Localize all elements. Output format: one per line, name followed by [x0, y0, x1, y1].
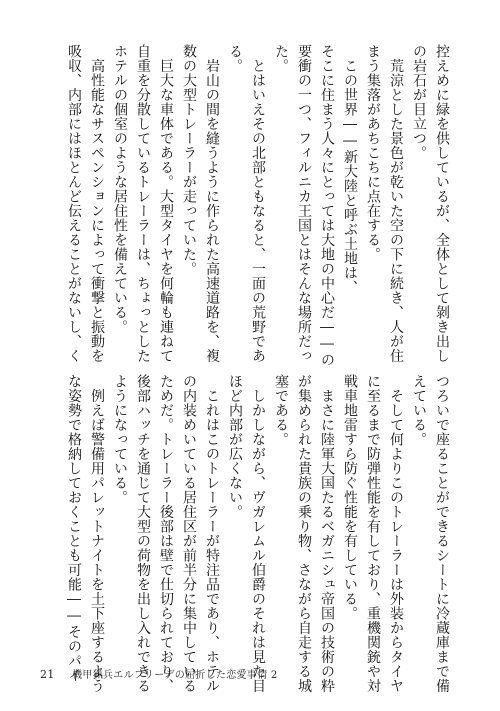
top-text-line: まう集落があちこちに点在する。 — [365, 44, 381, 262]
top-text-line: そこに住まう人々にとっては大地の中心だ――の — [319, 44, 335, 367]
bottom-text-line: つろいで座ることができるシートに冷蔵庫まで備 — [434, 374, 450, 693]
top-text-line: 巨大な車体である。大型タイヤを何輪も連ねて — [158, 44, 174, 363]
top-text-line: の岩石が目立つ。 — [411, 44, 427, 160]
bottom-text-line: 塞である。 — [273, 374, 289, 447]
top-text-line: 荒涼とした景色が乾いた空の下に続き、人が住 — [388, 44, 404, 363]
bottom-text-line: 戦車地雷すら防ぐ性能を有している。 — [342, 374, 358, 621]
bottom-text-line: 例えば警備用パレットナイトを土下座するよう — [89, 374, 105, 693]
top-text-line: 高性能なサスペンションによって衝撃と振動を — [89, 44, 105, 363]
top-text-line: ホテルの個室のような居住性を備えている。 — [112, 44, 128, 334]
top-text-line: この世界――新大陸と呼ぶ土地は、 — [342, 44, 358, 295]
page-footer — [40, 666, 278, 681]
bottom-text-line: の内装めいている居住区が前半分に集中している — [181, 374, 197, 693]
bottom-text-line: これはこのトレーラーが特注品であり、ホテル — [204, 374, 220, 693]
bottom-text-line: えている。 — [411, 374, 427, 447]
page-number: 21 — [40, 668, 55, 681]
top-text-line: 数の大型トレーラーが走っていた。 — [181, 44, 197, 276]
top-text-line: る。 — [227, 44, 243, 73]
bottom-text-line: に至るまで防弾性能を有しており、重機関銃や対 — [365, 374, 381, 693]
top-text-line: 吸収、内部にはほとんど伝えることがないし、く — [66, 44, 82, 363]
bottom-text-line: ほど内部が広くない。 — [227, 374, 243, 519]
top-text-line: た。 — [273, 44, 289, 73]
top-text-line: 控えめに緑を供しているが、全体として剝き出し — [434, 44, 450, 363]
top-text-line: 要衝の一つ、フィルニカ王国とはそんな場所だっ — [296, 44, 312, 363]
top-text-line: とはいえその北部ともなると、一面の荒野であ — [250, 44, 266, 363]
bottom-text-line: そして何よりこのトレーラーは外装からタイヤ — [388, 374, 404, 693]
bottom-text-line: しかしながら、ヴガレムル伯爵のそれは見た目 — [250, 374, 266, 693]
top-text-line: 岩山の間を縫うように作られた高速道路を、複 — [204, 44, 220, 363]
bottom-text-line: ようになっている。 — [112, 374, 128, 505]
bottom-text-line: な姿勢で格納しておくことも可能――そのパイ — [66, 374, 82, 683]
text-block-top — [43, 44, 453, 367]
top-text-line: 自重を分散しているトレーラーは、ちょっとした — [135, 44, 151, 363]
bottom-text-line: が集められた貴族の乗り物、さながら自走する城 — [296, 374, 312, 693]
bottom-text-line: 後部ハッチを通じて大型の荷物を出し入れできる — [135, 374, 151, 693]
bottom-text-line: まさに陸軍大国たるベガニシュ帝国の技術の粋 — [319, 374, 335, 693]
running-title: 機甲猟兵エルフリーデの屈折した恋愛事情 2 — [72, 670, 278, 681]
bottom-text-line: ためだ。トレーラー後部は壁で仕切られており、 — [158, 374, 174, 693]
